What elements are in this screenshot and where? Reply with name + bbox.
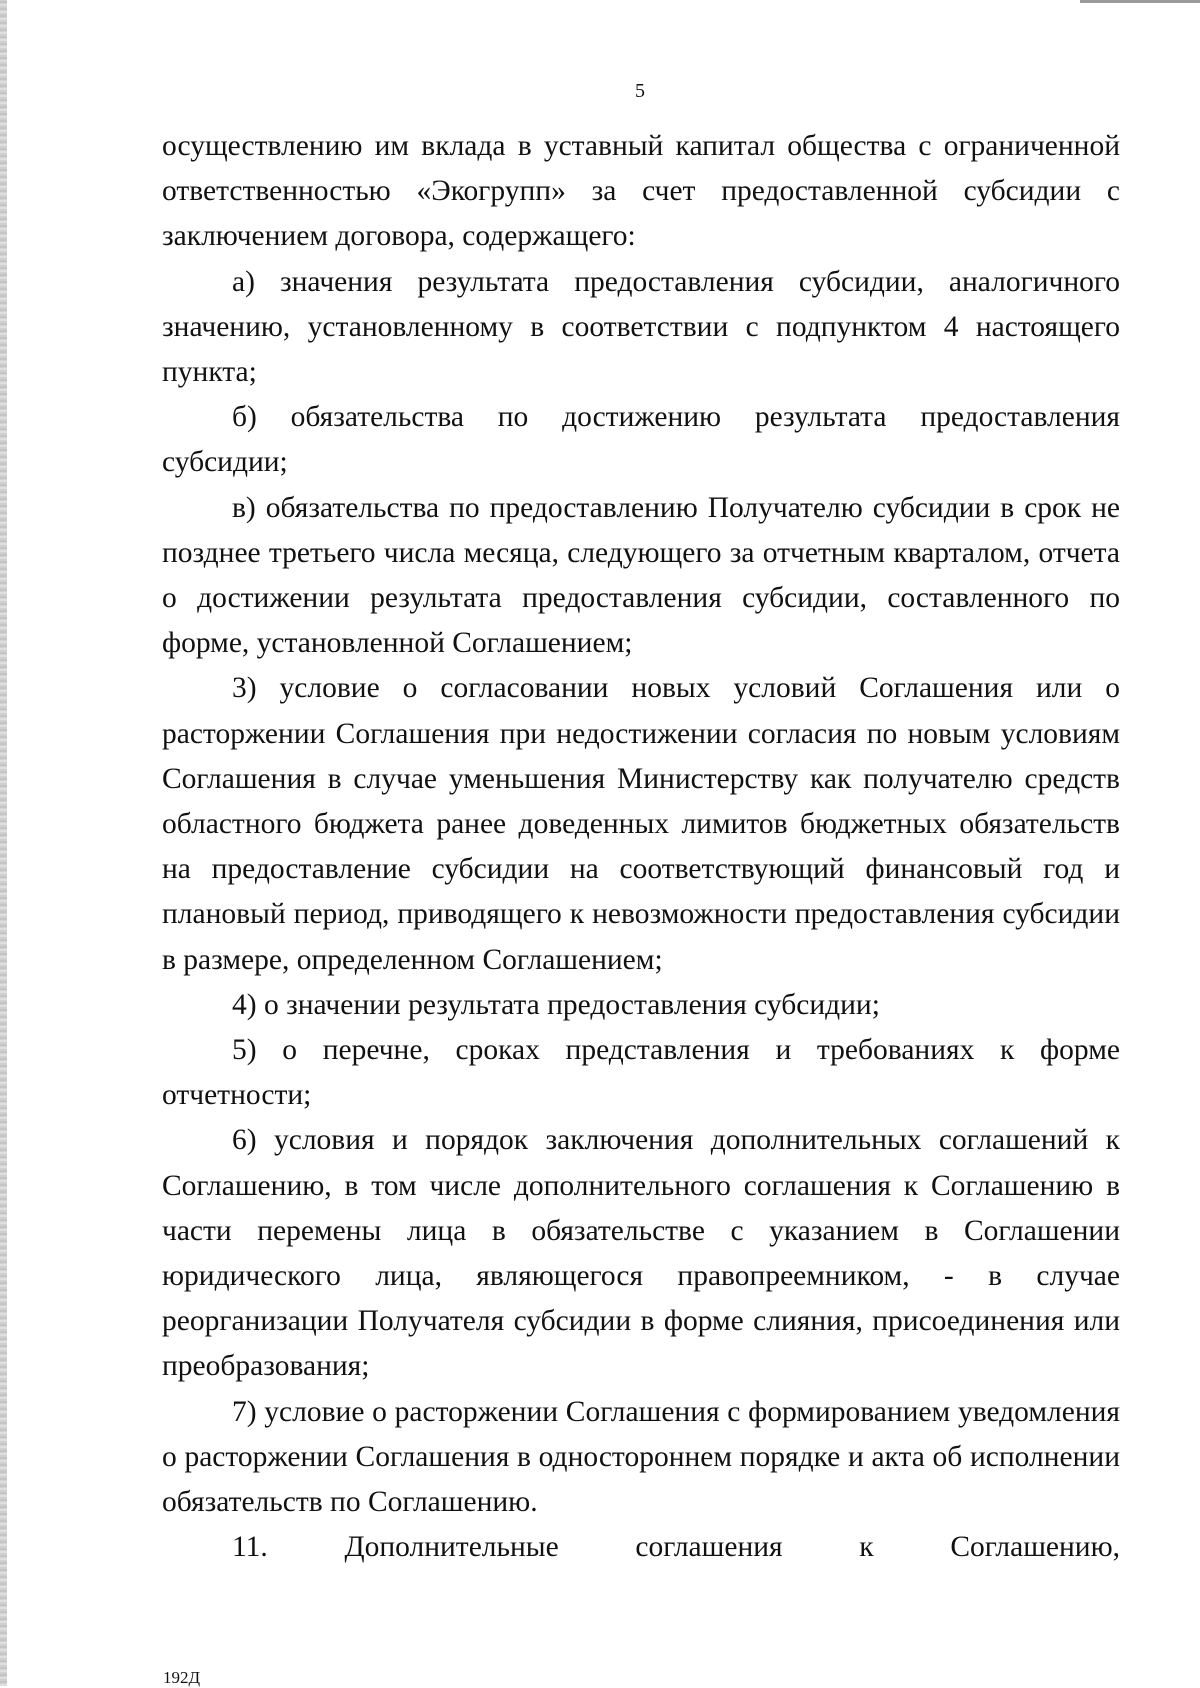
paragraph: 7) условие о расторжении Соглашения с формированием уведомления о расторжении Соглашения в одностороннем порядке и акта об исполнении обязательств по Соглашению. <box>162 1395 1120 1519</box>
paragraph: осуществлению им вклада в уставный капитал общества с ограниченной ответственностью «Экогрупп» за счет предоставленной субсидии с заключением договора, содержащего: <box>162 130 1120 253</box>
scan-edge-left <box>0 0 7 1686</box>
page-number: 5 <box>635 80 645 102</box>
document-body <box>162 124 1120 1571</box>
footer-document-code: 192Д <box>163 1668 201 1687</box>
paragraph: б) обязательства по достижению результата предоставления субсидии; <box>162 401 1120 479</box>
paragraph: 4) о значении результата предоставления субсидии; <box>232 988 880 1021</box>
scan-edge-top <box>1080 0 1200 3</box>
paragraph: а) значения результата предоставления субсидии, аналогичного значению, установленному в соответствии с подпунктом 4 настоящего пункта; <box>162 265 1120 389</box>
paragraph: 3) условие о согласовании новых условий Соглашения или о расторжении Соглашения при недостижении согласия по новым условиям Соглашения в случае уменьшения Министерству как получателю средств областного бюджета ранее доведенных лимитов бюджетных обязательств на предоставление субсидии на соответствующий финансовый год и плановый период, приводящего к невозможности предоставления субсидии в размере, определенном Соглашением; <box>162 672 1120 976</box>
paragraph-continued: 11. Дополнительные соглашения к Соглашению, <box>232 1531 1120 1564</box>
paragraph: в) обязательства по предоставлению Получателю субсидии в срок не позднее третьего числа месяца, следующего за отчетным кварталом, отчета о достижении результата предоставления субсидии, составленного по форме, установленной Соглашением; <box>162 491 1120 660</box>
paragraph: 6) условия и порядок заключения дополнительных соглашений к Соглашению, в том числе дополнительного соглашения к Соглашению в части перемены лица в обязательстве с указанием в Соглашении юридического лица, являющегося правопреемником, - в случае реорганизации Получателя субсидии в форме слияния, присоединения или преобразования; <box>162 1124 1120 1383</box>
paragraph: 5) о перечне, сроках представления и требованиях к форме отчетности; <box>162 1034 1120 1112</box>
